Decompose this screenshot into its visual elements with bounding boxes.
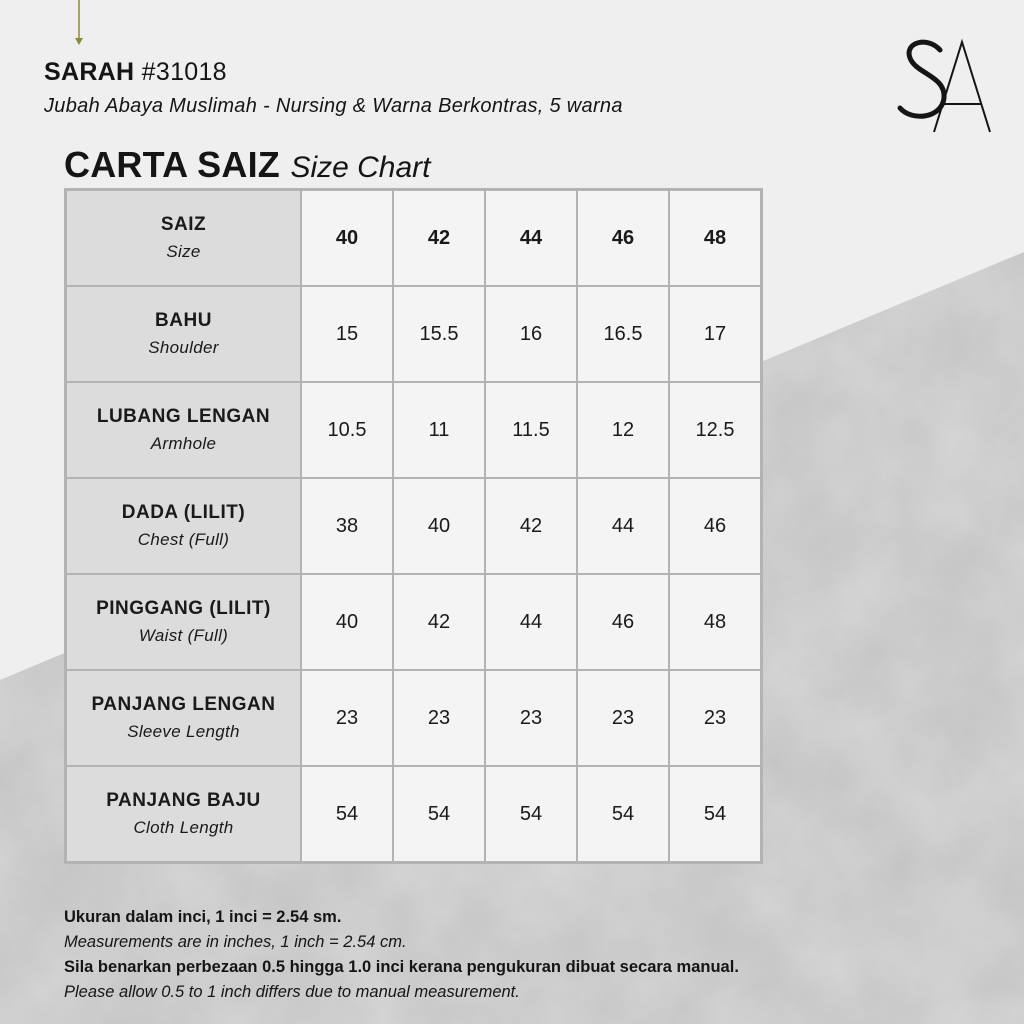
row-label-en: Sleeve Length [127, 722, 240, 741]
table-row [66, 766, 762, 863]
row-label-en: Size [166, 242, 201, 261]
table-cell: 54 [577, 766, 669, 863]
row-label: LUBANG LENGAN [96, 406, 271, 427]
table-cell: 40 [393, 478, 485, 574]
chart-title-ms: CARTA SAIZ [64, 144, 280, 185]
row-label-en: Waist (Full) [138, 626, 229, 645]
row-label: DADA (LILIT) [121, 502, 246, 523]
table-row [66, 670, 762, 766]
table-cell: 23 [669, 670, 762, 766]
table-cell: 44 [485, 574, 577, 670]
brand-logo [894, 36, 994, 136]
row-label: PANJANG LENGAN [91, 694, 276, 715]
row-label: SAIZ [160, 214, 207, 235]
table-row [66, 286, 762, 382]
row-label-en: Armhole [150, 434, 217, 453]
table-cell: 23 [393, 670, 485, 766]
table-cell: 23 [485, 670, 577, 766]
product-name: SARAH [44, 58, 135, 86]
product-title [44, 58, 227, 87]
table-cell: 46 [669, 478, 762, 574]
product-subtitle: Jubah Abaya Muslimah - Nursing & Warna Berkontras, 5 warna [44, 95, 623, 117]
table-row [66, 574, 762, 670]
row-label-cell [66, 478, 302, 574]
table-cell: 46 [577, 574, 669, 670]
table-cell: 54 [301, 766, 393, 863]
table-header-row [66, 190, 762, 287]
row-label-cell [66, 574, 302, 670]
row-label-en: Chest (Full) [137, 530, 230, 549]
table-cell: 42 [393, 574, 485, 670]
table-cell: 40 [301, 574, 393, 670]
row-label-en: Shoulder [148, 338, 219, 357]
table-row [66, 478, 762, 574]
table-cell: 54 [669, 766, 762, 863]
row-label-en: Cloth Length [133, 818, 234, 837]
unit-note-ms: Ukuran dalam inci, 1 inci = 2.54 sm. [64, 908, 342, 926]
row-label-cell [66, 382, 302, 478]
row-label: PANJANG BAJU [106, 790, 261, 811]
size-header-cell: 40 [301, 190, 393, 287]
chart-title-en: Size Chart [290, 151, 431, 184]
size-header-cell: 48 [669, 190, 762, 287]
table-cell: 48 [669, 574, 762, 670]
table-cell: 10.5 [301, 382, 393, 478]
table-cell: 11 [393, 382, 485, 478]
table-cell: 38 [301, 478, 393, 574]
arrow-down-icon [73, 0, 85, 46]
table-cell: 42 [485, 478, 577, 574]
table-cell: 15 [301, 286, 393, 382]
row-label: PINGGANG (LILIT) [96, 598, 271, 619]
table-row [66, 382, 762, 478]
table-cell: 54 [393, 766, 485, 863]
product-code: #31018 [141, 58, 227, 86]
chart-title [64, 144, 431, 186]
size-header-cell: 44 [485, 190, 577, 287]
table-cell: 16.5 [577, 286, 669, 382]
table-cell: 23 [577, 670, 669, 766]
tolerance-note-en: Please allow 0.5 to 1 inch differs due to manual measurement. [64, 983, 520, 1001]
row-label: BAHU [155, 310, 212, 331]
table-cell: 44 [577, 478, 669, 574]
table-cell: 54 [485, 766, 577, 863]
measurement-notes [64, 905, 739, 1005]
row-label-cell [66, 286, 302, 382]
size-table [64, 188, 763, 864]
table-cell: 23 [301, 670, 393, 766]
size-header-cell: 46 [577, 190, 669, 287]
row-label-cell [66, 190, 302, 287]
table-cell: 11.5 [485, 382, 577, 478]
table-cell: 12.5 [669, 382, 762, 478]
table-cell: 12 [577, 382, 669, 478]
row-label-cell [66, 670, 302, 766]
size-header-cell: 42 [393, 190, 485, 287]
row-label-cell [66, 766, 302, 863]
unit-note-en: Measurements are in inches, 1 inch = 2.54 cm. [64, 933, 407, 951]
table-cell: 17 [669, 286, 762, 382]
table-cell: 15.5 [393, 286, 485, 382]
table-cell: 16 [485, 286, 577, 382]
tolerance-note-ms: Sila benarkan perbezaan 0.5 hingga 1.0 inci kerana pengukuran dibuat secara manual. [64, 958, 739, 976]
